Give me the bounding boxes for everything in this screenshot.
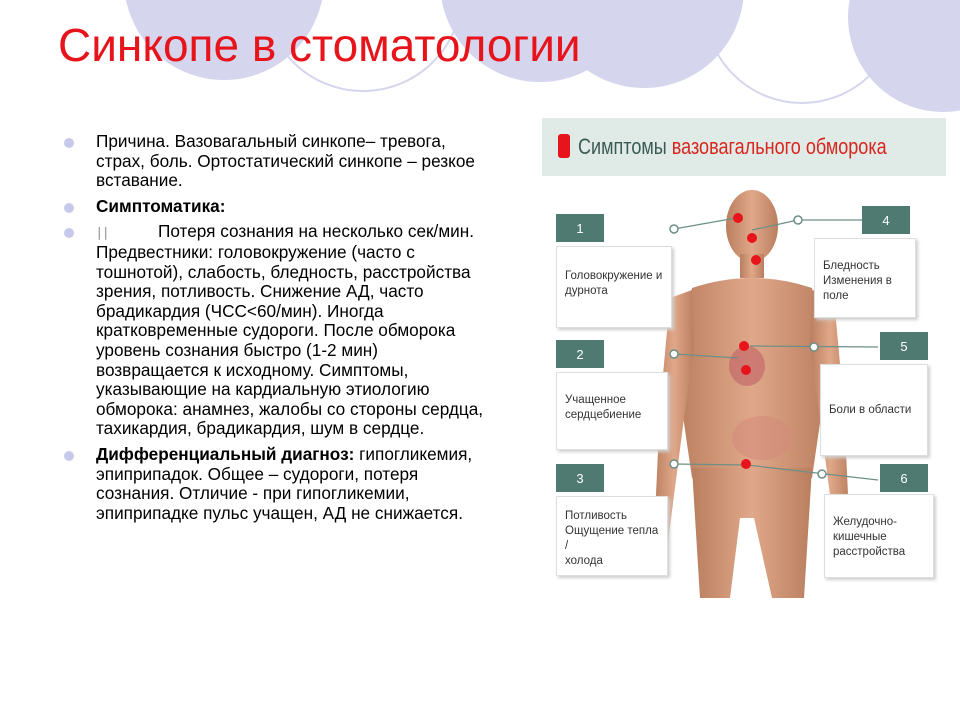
symptom-text: Ощущение тепла / [565,525,659,552]
symptom-text: холода [565,555,603,567]
bullet-item [62,197,494,217]
figure-title-part2: вазовагального обморока [671,134,887,159]
symptom-text: Изменения в поле [823,275,892,302]
symptom-number-tag: 5 [880,332,928,360]
bullet-dot-icon [64,451,74,461]
bullet-list [62,132,494,529]
figure-title-part1: Симптомы [578,134,667,159]
slide-title: Синкопе в стоматологии [58,19,581,71]
symptom-box [556,246,672,328]
symptom-text: Желудочно-кишечные [833,516,897,543]
bullet-text: гипогликемия, эпиприпадок. Общее – судороги, потеря сознания. Отличие - при гипогликемии, эпиприпадке пульс учащен, АД не снижается. [96,443,473,523]
symptom-number-tag: 4 [862,206,910,234]
symptom-number-tag: 6 [880,464,928,492]
symptom-number-tag: 3 [556,464,604,492]
bullet-heading: Дифференциальный диагноз: [96,443,355,464]
decor-circle [848,0,960,112]
symptom-box [824,494,934,578]
bullet-heading: Симптоматика: [96,195,226,216]
symptom-box [556,496,668,576]
bullet-dot-icon [64,138,74,148]
bullet-item [62,445,494,523]
symptom-box [556,372,668,450]
symptom-text: сердцебиение [565,409,642,421]
symptom-text: дурнота [565,285,608,297]
symptom-number-tag: 2 [556,340,604,368]
symptom-text: Учащенное [565,394,626,406]
bullet-item [62,222,494,439]
symptom-box [820,364,928,456]
symptom-text: Потливость [565,510,627,522]
symptom-text: Боли в области [829,404,912,416]
bullet-text: Причина. Вазовагальный синкопе– тревога, страх, боль. Ортостатический синкопе – резкое вставание. [96,131,475,191]
placeholder-symbol-icon: ∣∣ [96,225,109,241]
bullet-dot-icon [64,203,74,213]
bullet-text: Потеря сознания на несколько сек/мин. Предвестники: головокружение (часто с тошнотой), слабость, бледность, расстройства зрения, потливость. Снижение АД, часто брадикардия (ЧСС<60/мин). Иногда кратковременные судороги. После обморока уровень сознания быстро (1-2 мин) возвращается к исходному. Симптомы, указывающие на кардиальную этиологию обморока: анамнез, жалобы со стороны сердца, тахикардия, брадикардия, шум в сердце. [96,221,484,439]
bullet-dot-icon [64,228,74,238]
symptom-text: Головокружение и [565,270,663,282]
symptom-box [814,238,916,318]
bullet-item [62,132,494,191]
symptoms-figure [542,118,946,598]
symptom-number-tag: 1 [556,214,604,242]
symptom-text: Бледность [823,260,880,272]
symptom-text: расстройства [833,546,906,558]
